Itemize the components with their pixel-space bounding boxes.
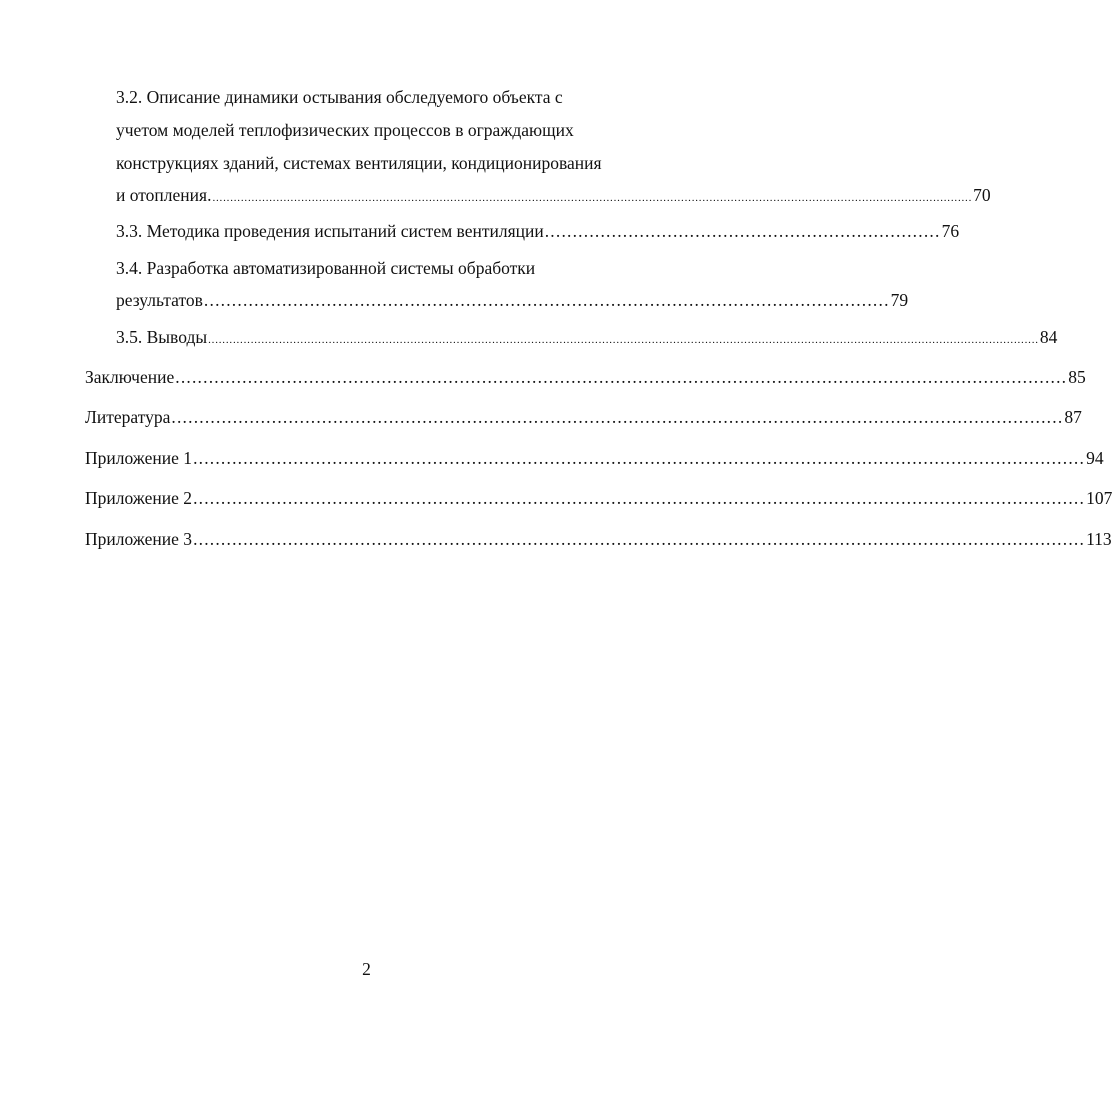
toc-entry-label: Заключение <box>85 367 175 387</box>
toc-dot-leader: ...................................................................................................................................................................................................................... <box>212 192 973 204</box>
toc-entry-3-3[interactable] <box>116 220 960 242</box>
toc-entry-appendix-3[interactable] <box>85 528 1112 550</box>
toc-page-number: 84 <box>1039 327 1058 347</box>
toc-entry-3-2-line-2 <box>116 119 645 141</box>
toc-entry-label: 3.3. Методика проведения испытаний систем вентиляции <box>116 221 544 241</box>
toc-entry-label: Приложение 1 <box>85 448 193 468</box>
toc-entry-appendix-2[interactable] <box>85 487 1112 509</box>
toc-page-number: 79 <box>890 290 909 310</box>
toc-page-number: 87 <box>1064 407 1082 427</box>
toc-entry-3-2-line-1 <box>116 86 645 108</box>
toc-dot-leader: ................................................................................................................................................................ <box>193 488 1086 508</box>
toc-page-number: 85 <box>1068 367 1086 387</box>
toc-page-number: 76 <box>941 221 960 241</box>
toc-dot-leader: ................................................................................................................................................................ <box>193 529 1086 549</box>
toc-dot-leader: .......................................................................................................................................................................................................................................... <box>208 334 1039 346</box>
toc-entry-label: Приложение 3 <box>85 529 193 549</box>
toc-dot-leader: ........................................................................................................................... <box>203 290 890 310</box>
toc-entry-3-2-text-3: конструкциях зданий, системах вентиляции, кондиционирования <box>116 153 602 173</box>
toc-entry-3-5[interactable] <box>116 326 1058 351</box>
toc-entry-3-2-line-3 <box>116 152 645 174</box>
toc-entry-3-4-line-2[interactable] <box>116 289 909 311</box>
toc-entry-3-2-text-1: 3.2. Описание динамики остывания обследуемого объекта с <box>116 87 563 107</box>
toc-dot-leader: ................................................................................................................................................................ <box>175 367 1068 387</box>
toc-entry-3-4-line-1 <box>116 257 645 279</box>
page-number: 2 <box>362 959 371 979</box>
toc-entry-3-4-text-2: результатов <box>116 290 203 310</box>
toc-entry-literature[interactable] <box>85 406 1082 428</box>
toc-entry-label: 3.5. Выводы <box>116 327 208 347</box>
toc-page-number: 70 <box>973 185 991 205</box>
toc-entry-3-2-text-4: и отопления. <box>116 185 212 205</box>
toc-page-number: 107 <box>1086 488 1112 508</box>
toc-page-number: 113 <box>1086 529 1112 549</box>
toc-dot-leader: ................................................................................................................................................................ <box>193 448 1086 468</box>
toc-entry-conclusion[interactable] <box>85 366 1086 388</box>
toc-dot-leader: ................................................................................................................................................................ <box>171 407 1064 427</box>
toc-dot-leader: ....................................................................... <box>544 221 941 241</box>
toc-page-number: 94 <box>1086 448 1104 468</box>
toc-entry-label: Приложение 2 <box>85 488 193 508</box>
toc-entry-3-4-text-1: 3.4. Разработка автоматизированной системы обработки <box>116 258 536 278</box>
toc-entry-appendix-1[interactable] <box>85 447 1104 469</box>
toc-entry-3-2-text-2: учетом моделей теплофизических процессов в ограждающих <box>116 120 574 140</box>
toc-entry-3-2-line-4[interactable] <box>116 184 991 209</box>
toc-entry-label: Литература <box>85 407 171 427</box>
